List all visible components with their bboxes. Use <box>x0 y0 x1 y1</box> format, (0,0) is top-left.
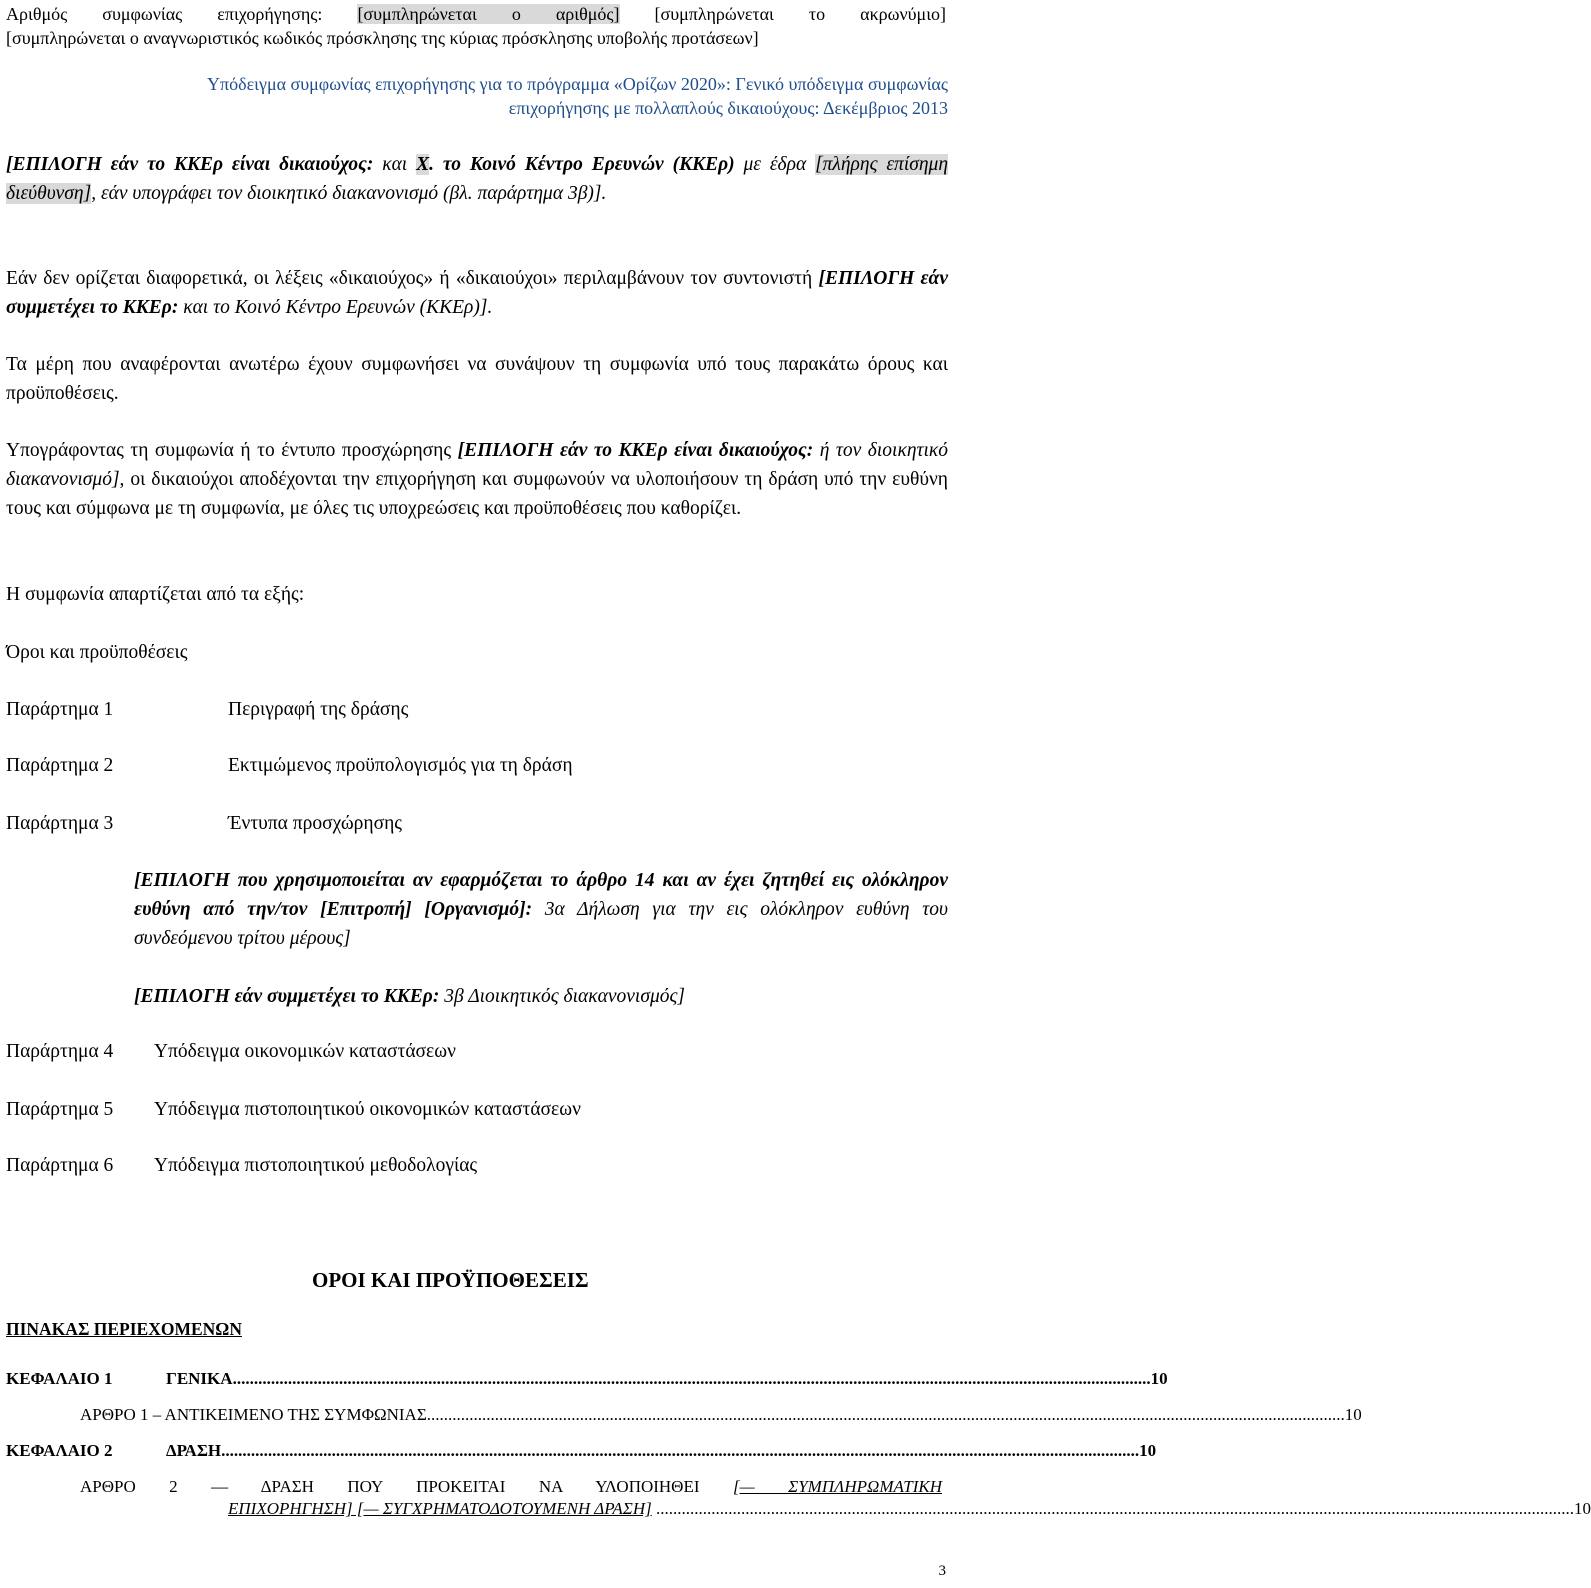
toc-chapter-2[interactable] <box>166 1440 1157 1462</box>
agreement-number-placeholder: [συμπληρώνεται ο αριθμός] <box>357 4 620 24</box>
p2-text: Εάν δεν ορίζεται διαφορετικά, οι λέξεις «δικαιούχος» ή «δικαιούχοι» περιλαμβάνουν τον συντονιστή <box>6 268 819 289</box>
toc-chapter-1-number: ΚΕΦΑΛΑΙΟ 1 <box>6 1369 113 1388</box>
option-3b-bold: [ΕΠΙΛΟΓΗ εάν συμμετέχει το ΚΚΕρ: <box>134 986 440 1007</box>
header-subtitle-2: επιχορήγησης με πολλαπλούς δικαιούχους: Δεκέμβριος 2013 <box>508 98 948 118</box>
toc-article-2-option: [— ΣΥΜΠΛΗΡΩΜΑΤΙΚΗ <box>732 1477 942 1496</box>
option-annex-3b <box>134 982 948 1011</box>
annex-6-label: Παράρτημα 6 <box>6 1155 114 1176</box>
toc-chapter-2-page: 10 <box>1139 1441 1157 1460</box>
annex-2-label: Παράρτημα 2 <box>6 755 114 776</box>
annex-3-label: Παράρτημα 3 <box>6 813 114 834</box>
option-3b-italic: 3β Διοικητικός διακανονισμός] <box>439 986 685 1007</box>
toc-article-1[interactable] <box>80 1404 1362 1426</box>
terms-title: ΟΡΟΙ ΚΑΙ ΠΡΟΫΠΟΘΕΣΕΙΣ <box>312 1268 589 1292</box>
paragraph-jrc-option <box>6 150 948 208</box>
p4-option-rest: ή τον διοικητικό διακανονισμό] <box>6 440 949 490</box>
address-placeholder: [πλήρης επίσημη διεύθυνση] <box>6 154 948 204</box>
annex-4-desc: Υπόδειγμα οικονομικών καταστάσεων <box>154 1041 456 1062</box>
annex-2-desc: Εκτιμώμενος προϋπολογισμός για τη δράση <box>228 755 573 776</box>
option-rest: , εάν υπογράφει τον διοικητικό διακανονισμό (βλ. παράρτημα 3β)]. <box>91 183 607 204</box>
toc-chapter-1-name: ΓΕΝΙΚΑ <box>166 1369 233 1388</box>
annex-1-label: Παράρτημα 1 <box>6 699 114 720</box>
page-number: 3 <box>938 1563 946 1579</box>
toc-article-1-page: 10 <box>1344 1405 1362 1424</box>
header-line-1 <box>6 2 946 26</box>
option-annex-3a <box>134 866 948 953</box>
option-x: X <box>416 154 430 175</box>
p2-option-rest: και το Κοινό Κέντρο Ερευνών (ΚΚΕρ)]. <box>178 297 493 318</box>
option-text: [ΕΠΙΛΟΓΗ εάν το ΚΚΕρ είναι δικαιούχος: <box>6 154 374 175</box>
toc-chapter-2-name: ΔΡΑΣΗ <box>166 1441 222 1460</box>
p4-text: Υπογράφοντας τη συμφωνία ή το έντυπο προσχώρησης <box>6 440 458 461</box>
toc-chapter-1[interactable] <box>166 1368 1168 1390</box>
toc-article-2-page: 10 <box>1574 1499 1591 1518</box>
toc-leader: ........................................................................................................................................................................................................................ <box>232 1369 1151 1388</box>
paragraph-beneficiaries <box>6 264 948 322</box>
toc-chapter-2-number: ΚΕΦΑΛΑΙΟ 2 <box>6 1441 113 1460</box>
annex-5-label: Παράρτημα 5 <box>6 1099 114 1120</box>
toc-leader: ........................................................................................................................................................................................................................ <box>426 1405 1345 1424</box>
header-line-2: [συμπληρώνεται ο αναγνωριστικός κωδικός πρόσκλησης της κύριας πρόσκλησης υποβολής προτάσεων] <box>6 28 759 48</box>
option-and: και <box>373 154 417 175</box>
option-3a-italic: 3α Δήλωση για την εις ολόκληρον ευθύνη του συνδεόμενου τρίτου μέρους] <box>134 899 948 949</box>
toc-article-1-title: ΑΡΘΡΟ 1 – ΑΝΤΙΚΕΙΜΕΝΟ ΤΗΣ ΣΥΜΦΩΝΙΑΣ <box>80 1405 427 1424</box>
acronym-placeholder: [συμπληρώνεται το ακρωνύμιο] <box>654 4 947 24</box>
toc-chapter-1-page: 10 <box>1150 1369 1168 1388</box>
p4-option: [ΕΠΙΛΟΓΗ εάν το ΚΚΕρ είναι δικαιούχος: <box>457 440 814 461</box>
option-jrc-name: . το Κοινό Κέντρο Ερευνών (ΚΚΕρ) <box>429 154 735 175</box>
p2-option: [ΕΠΙΛΟΓΗ εάν συμμετέχει το ΚΚΕρ: <box>6 268 948 318</box>
toc-article-2-line-2[interactable] <box>228 1498 1591 1520</box>
toc-title: ΠΙΝΑΚΑΣ ΠΕΡΙΕΧΟΜΕΝΩΝ <box>6 1319 242 1339</box>
annex-6-desc: Υπόδειγμα πιστοποιητικού μεθοδολογίας <box>154 1155 478 1176</box>
toc-article-2-line-1[interactable] <box>80 1476 942 1498</box>
toc-leader: ........................................................................................................................................................................................................................ <box>221 1441 1140 1460</box>
terms-conditions-line: Όροι και προϋποθέσεις <box>6 642 188 663</box>
toc-article-2-title: ΑΡΘΡΟ 2 — ΔΡΑΣΗ ΠΟΥ ΠΡΟΚΕΙΤΑΙ ΝΑ ΥΛΟΠΟΙΗΘΕΙ <box>80 1477 733 1496</box>
annex-4-label: Παράρτημα 4 <box>6 1041 114 1062</box>
agreement-number-label: Αριθμός συμφωνίας επιχορήγησης: <box>6 4 323 24</box>
toc-leader: ........................................................................................................................................................................................................................ <box>651 1499 1575 1518</box>
annex-5-desc: Υπόδειγμα πιστοποιητικού οικονομικών καταστάσεων <box>154 1099 581 1120</box>
paragraph-parties: Τα μέρη που αναφέρονται ανωτέρω έχουν συμφωνήσει να συνάψουν τη συμφωνία υπό τους παρακάτω όρους και προϋποθέσεις. <box>6 354 948 404</box>
annex-1-desc: Περιγραφή της δράσης <box>228 699 409 720</box>
paragraph-composition: Η συμφωνία απαρτίζεται από τα εξής: <box>6 584 305 605</box>
annex-3-desc: Έντυπα προσχώρησης <box>228 813 403 834</box>
option-seat: με έδρα <box>734 154 816 175</box>
p4-text-end: , οι δικαιούχοι αποδέχονται την επιχορήγηση και συμφωνούν να υλοποιήσουν τη δράση υπό την ευθύνη τους και σύμφωνα με τη συμφωνία, με όλες τις υποχρεώσεις και προϋποθέσεις που καθορίζει. <box>6 469 948 519</box>
option-3a-bold: [ΕΠΙΛΟΓΗ που χρησιμοποιείται αν εφαρμόζεται το άρθρο 14 και αν έχει ζητηθεί εις ολόκληρον ευθύνη από την/τον [Επιτροπή] [Οργανισμό]: <box>134 870 948 920</box>
paragraph-signing <box>6 436 948 523</box>
toc-article-2-option-2: ΕΠΙΧΟΡΗΓΗΣΗ] [— ΣΥΓΧΡΗΜΑΤΟΔΟΤΟΥΜΕΝΗ ΔΡΑΣΗ] <box>228 1499 652 1518</box>
header-subtitle-1: Υπόδειγμα συμφωνίας επιχορήγησης για το πρόγραμμα «Ορίζων 2020»: Γενικό υπόδειγμα συμφωνίας <box>207 74 948 94</box>
